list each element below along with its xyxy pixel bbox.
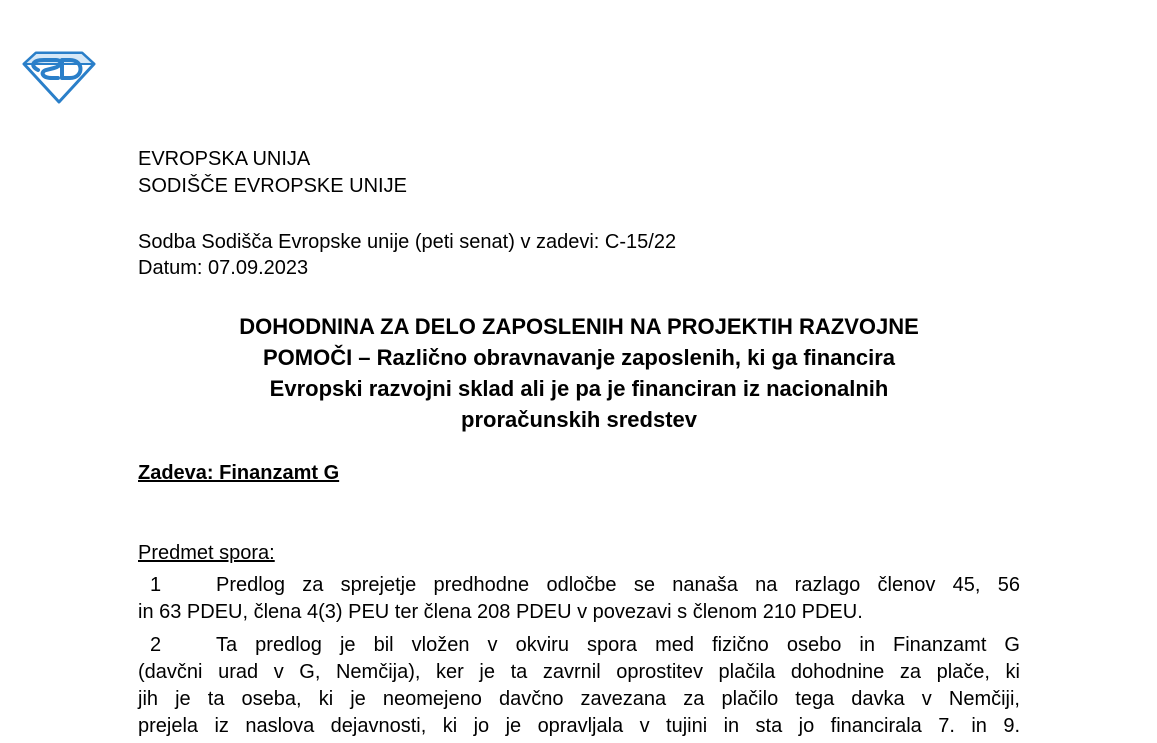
paragraph-line: 1 Predlog za sprejetje predhodne odločbe se nanaša na razlago členov 45, 56 xyxy=(138,572,1020,599)
dispute-subject-heading: Predmet spora: xyxy=(138,542,275,564)
sd-shield-logo-icon xyxy=(22,48,96,104)
paragraph-line: 2 Ta predlog je bil vložen v okviru spora med fizično osebo in Finanzamt G xyxy=(138,632,1020,659)
document-title xyxy=(138,311,1020,435)
title-line: proračunskih sredstev xyxy=(461,407,697,432)
paragraph-1 xyxy=(138,572,1020,626)
paragraph-line: in 63 PDEU, člena 4(3) PEU ter člena 208 PDEU v povezavi s členom 210 PDEU. xyxy=(138,601,863,623)
paragraph-line: (davčni urad v G, Nemčija), ker je ta zavrnil oprostitev plačila dohodnine za plače, ki xyxy=(138,661,1020,683)
paragraph-line: jih je ta oseba, ki je neomejeno davčno zavezana za plačilo tega davka v Nemčiji, xyxy=(138,688,1020,710)
case-date: Datum: 07.09.2023 xyxy=(138,257,309,279)
paragraph-number: 1 xyxy=(150,574,162,596)
header-court: SODIŠČE EVROPSKE UNIJE xyxy=(138,175,407,197)
paragraph-2 xyxy=(138,632,1020,740)
title-line: POMOČI – Različno obravnavanje zaposlenih, ki ga financira xyxy=(262,345,896,370)
title-line: DOHODNINA ZA DELO ZAPOSLENIH NA PROJEKTIH RAZVOJNE xyxy=(239,314,919,339)
case-reference: Sodba Sodišča Evropske unije (peti senat) v zadevi: C-15/22 xyxy=(138,231,677,253)
paragraph-number: 2 xyxy=(150,634,162,656)
title-line: Evropski razvojni sklad ali je pa je financiran iz nacionalnih xyxy=(269,376,889,401)
paragraph-line: prejela iz naslova dejavnosti, ki jo je opravljala v tujini in sta jo financirala 7. in 9. xyxy=(138,715,1020,737)
case-subject: Zadeva: Finanzamt G xyxy=(138,462,340,484)
header-union: EVROPSKA UNIJA xyxy=(138,148,311,170)
